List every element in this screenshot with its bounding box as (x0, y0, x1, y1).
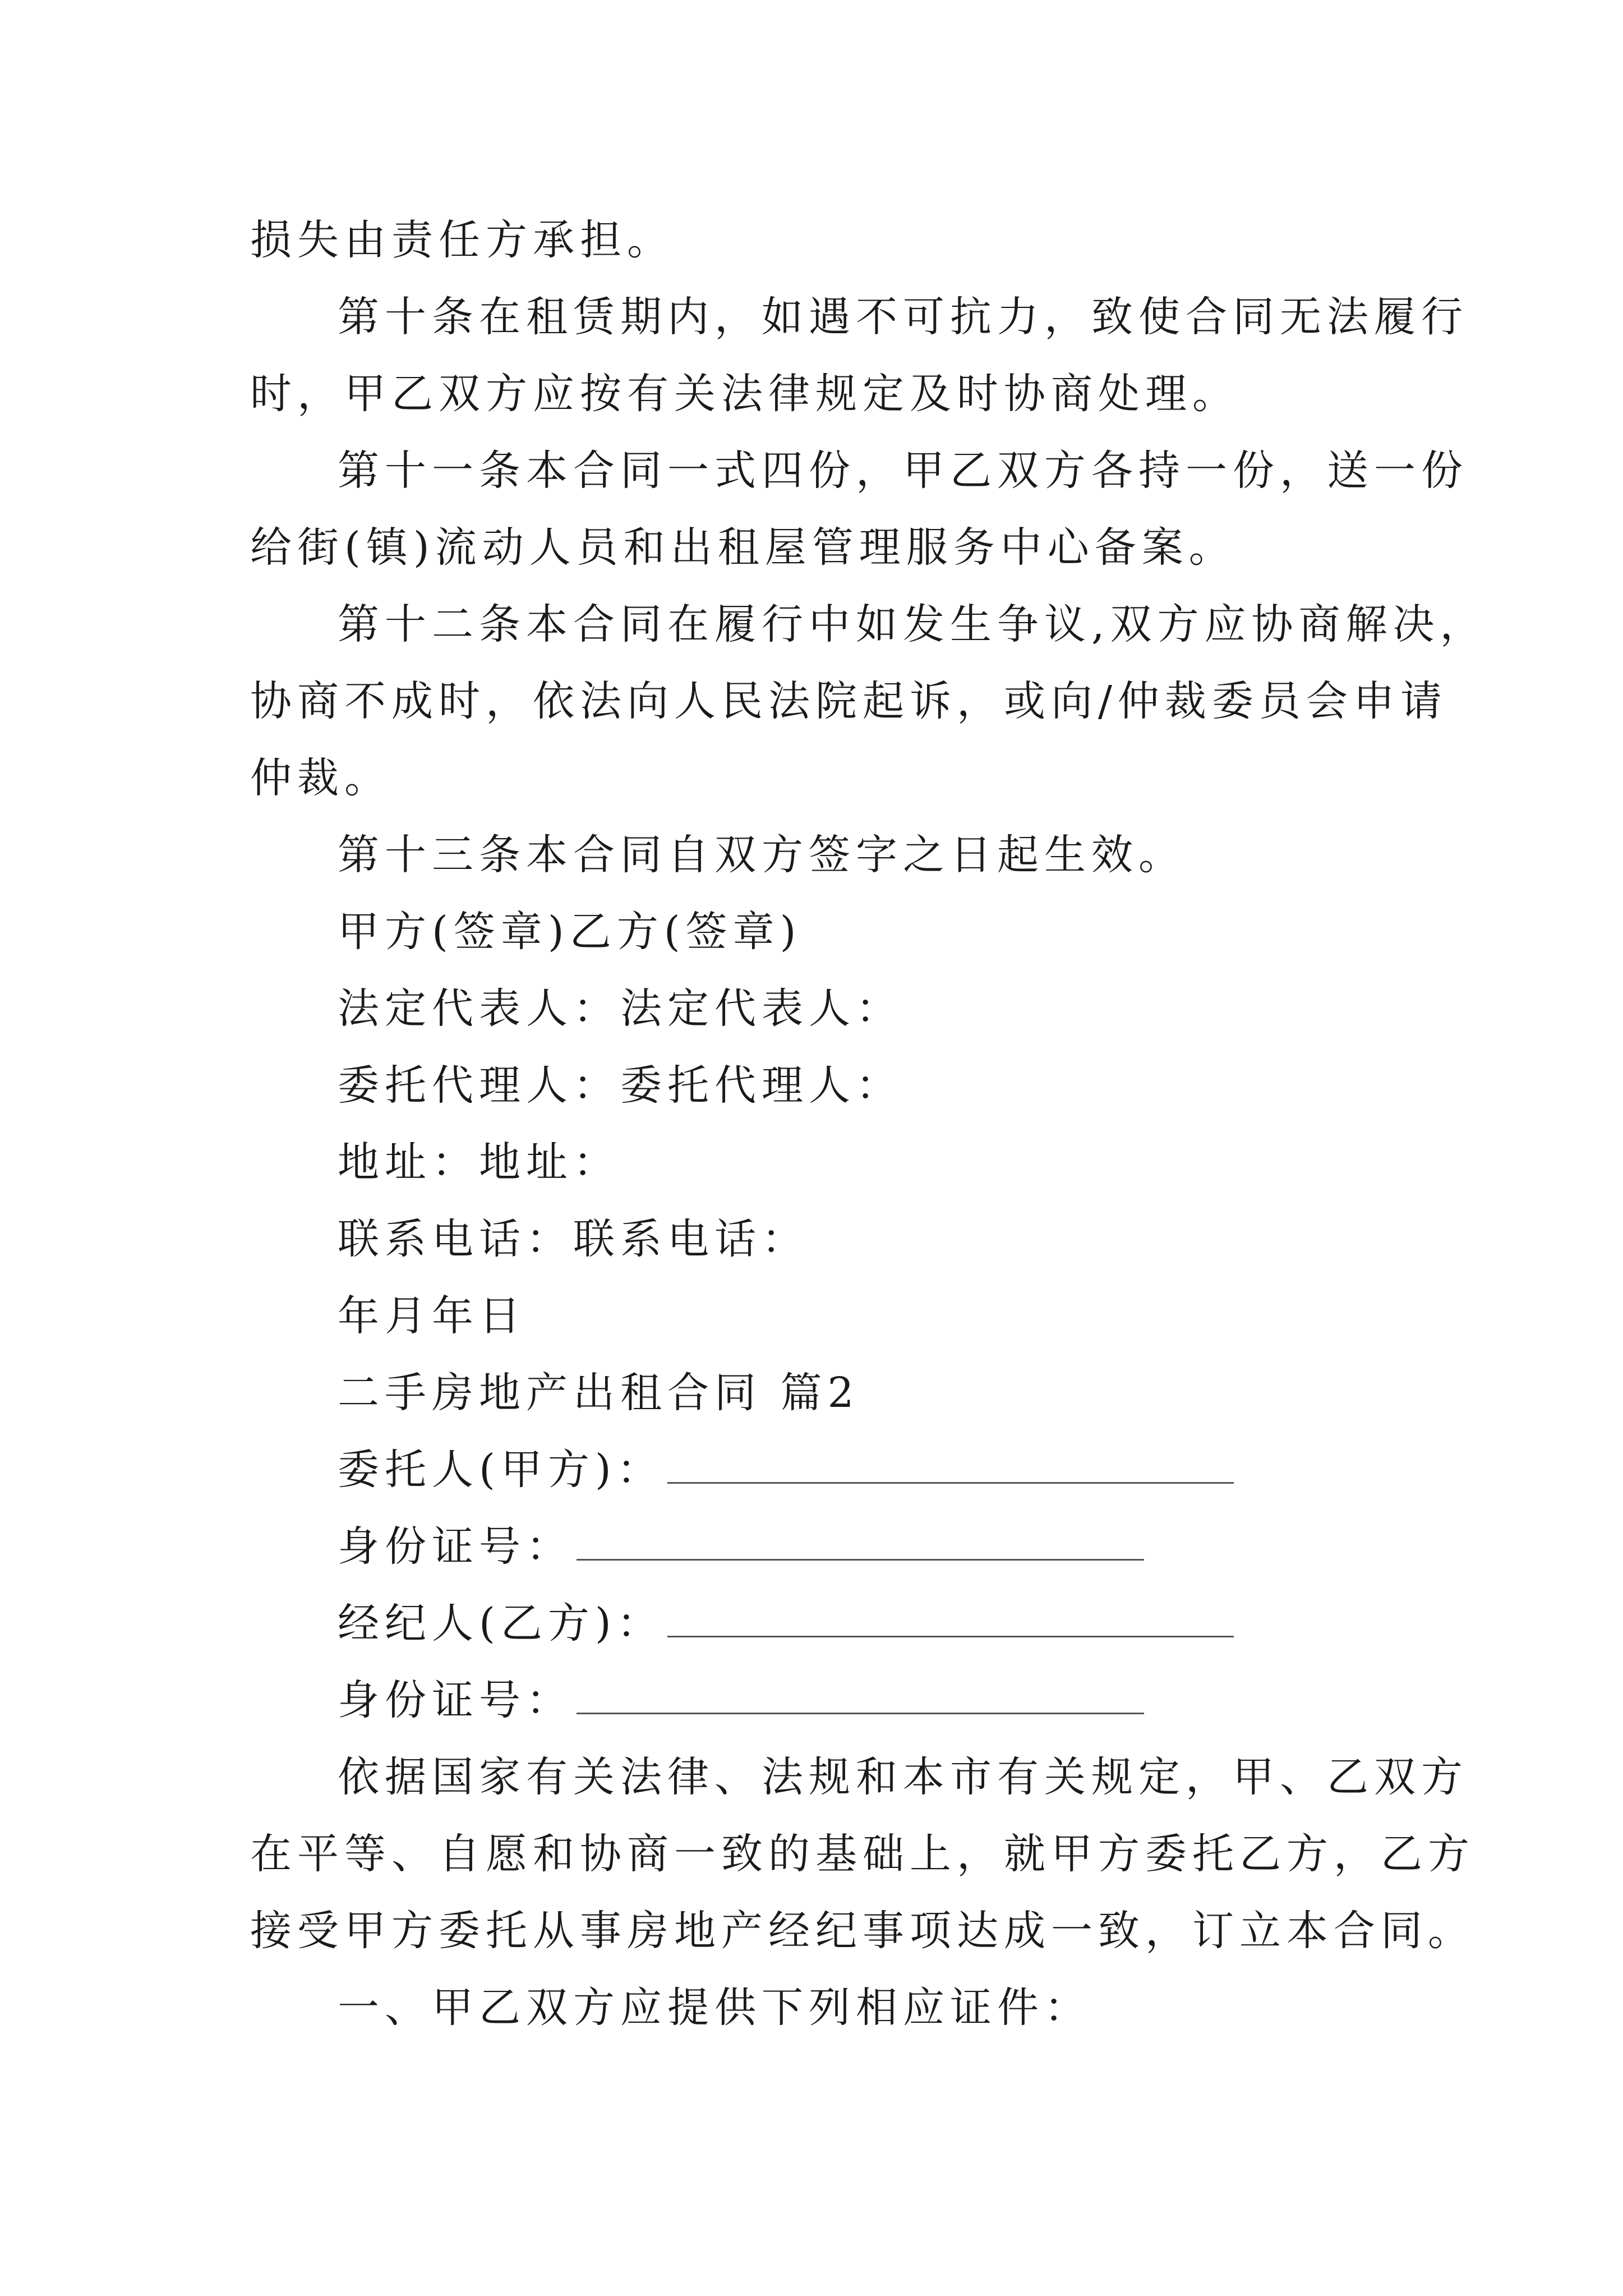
agent-line: 委托代理人：委托代理人： (338, 1061, 903, 1110)
client-label: 委托人(甲方)： (338, 1446, 664, 1494)
text-line: 给街(镇)流动人员和出租屋管理服务中心备案。 (250, 523, 1236, 572)
legal-rep-line: 法定代表人：法定代表人： (338, 984, 903, 1033)
client-id-blank-field[interactable] (577, 1525, 1144, 1561)
date-line: 年月年日 (338, 1292, 526, 1340)
client-id-label: 身份证号： (338, 1522, 573, 1571)
text-line: 时，甲乙双方应按有关法律规定及时协商处理。 (250, 370, 1239, 418)
broker-blank-field[interactable] (667, 1602, 1234, 1637)
client-field-row (338, 1442, 1234, 1498)
broker-field-row (338, 1595, 1234, 1651)
broker-label: 经纪人(乙方)： (338, 1599, 664, 1648)
broker-id-blank-field[interactable] (577, 1679, 1144, 1714)
text-line: 协商不成时，依法向人民法院起诉，或向/仲裁委员会申请 (250, 677, 1447, 725)
client-id-field-row (338, 1519, 1144, 1575)
text-line: 接受甲方委托从事房地产经纪事项达成一致，订立本合同。 (250, 1907, 1475, 1955)
text-line: 在平等、自愿和协商一致的基础上，就甲方委托乙方，乙方 (250, 1830, 1475, 1878)
section-heading: 二手房地产出租合同 篇2 (338, 1369, 860, 1417)
article-13-line: 第十三条本合同自双方签字之日起生效。 (338, 831, 1186, 879)
article-10-line: 第十条在租赁期内，如遇不可抗力，致使合同无法履行 (338, 293, 1468, 341)
phone-line: 联系电话：联系电话： (338, 1215, 809, 1263)
signature-line: 甲方(签章)乙方(签章) (338, 908, 802, 956)
text-line: 损失由责任方承担。 (250, 216, 674, 264)
client-blank-field[interactable] (667, 1448, 1234, 1484)
broker-id-label: 身份证号： (338, 1676, 573, 1724)
article-11-line: 第十一条本合同一式四份，甲乙双方各持一份，送一份 (338, 447, 1468, 495)
article-12-line: 第十二条本合同在履行中如发生争议,双方应协商解决， (338, 600, 1487, 648)
text-line: 仲裁。 (250, 754, 391, 802)
broker-id-field-row (338, 1672, 1144, 1728)
address-line: 地址：地址： (338, 1138, 620, 1186)
preamble-line: 依据国家有关法律、法规和本市有关规定，甲、乙双方 (338, 1753, 1468, 1801)
clause-heading: 一、甲乙双方应提供下列相应证件： (338, 1984, 1091, 2032)
